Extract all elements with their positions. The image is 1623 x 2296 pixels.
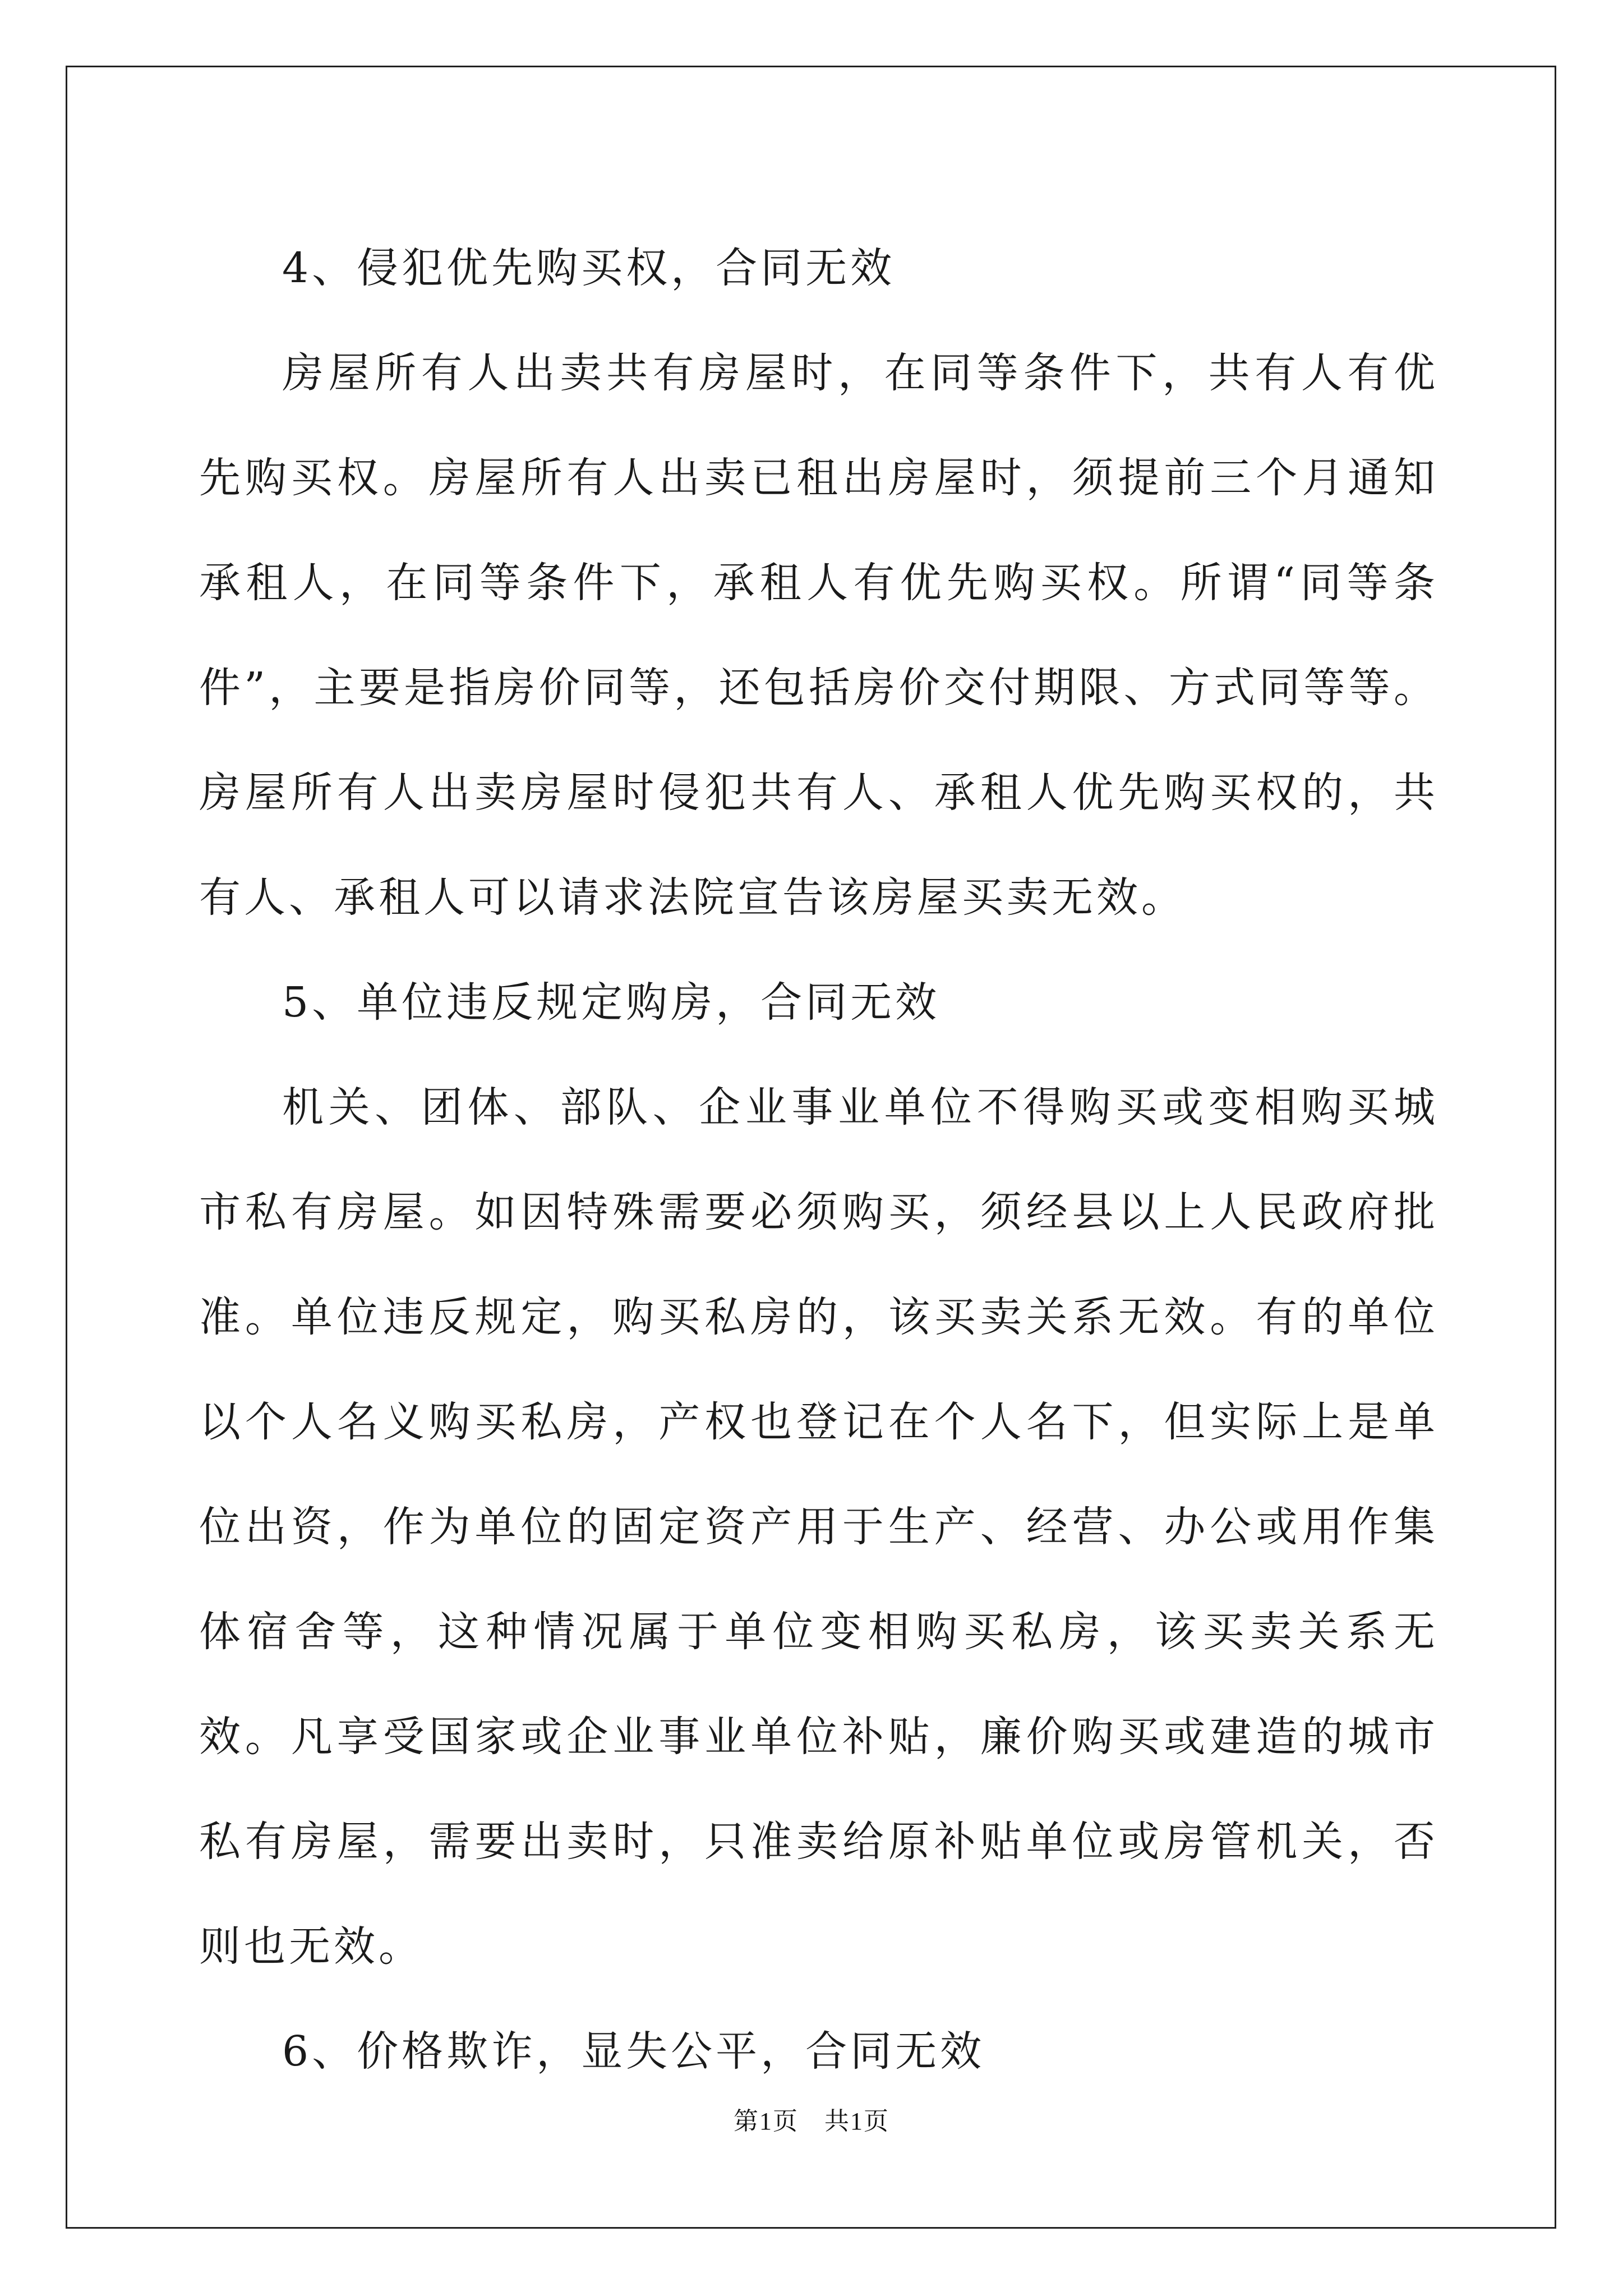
section-5-paragraph: 机关、团体、部队、企业事业单位不得购买或变相购买城市私有房屋。如因特殊需要必须购买，须经县以上人民政府批准。单位违反规定，购买私房的，该买卖关系无效。有的单位以个人名义购买私房，产权也登记在个人名下，但实际上是单位出资，作为单位的固定资产用于生产、经营、办公或用作集体宿舍等，这种情况属于单位变相购买私房，该买卖关系无效。凡享受国家或企业事业单位补贴，廉价购买或建造的城市私有房屋，需要出卖时，只准卖给原补贴单位或房管机关，否则也无效。 bbox=[199, 1083, 1438, 1971]
section-5-heading: 5、单位违反规定购房，合同无效 bbox=[282, 978, 940, 1027]
section-4-heading: 4、侵犯优先购买权，合同无效 bbox=[282, 244, 896, 292]
page-footer: 第1页 共1页 bbox=[734, 2108, 889, 2135]
document-body bbox=[199, 216, 1438, 2104]
section-6-heading: 6、价格欺诈，显失公平，合同无效 bbox=[282, 2027, 985, 2076]
section-4-paragraph: 房屋所有人出卖共有房屋时，在同等条件下，共有人有优先购买权。房屋所有人出卖已租出房屋时，须提前三个月通知承租人，在同等条件下，承租人有优先购买权。所谓“同等条件”，主要是指房价同等，还包括房价交付期限、方式同等等。房屋所有人出卖房屋时侵犯共有人、承租人优先购买权的，共有人、承租人可以请求法院宣告该房屋买卖无效。 bbox=[199, 349, 1438, 922]
